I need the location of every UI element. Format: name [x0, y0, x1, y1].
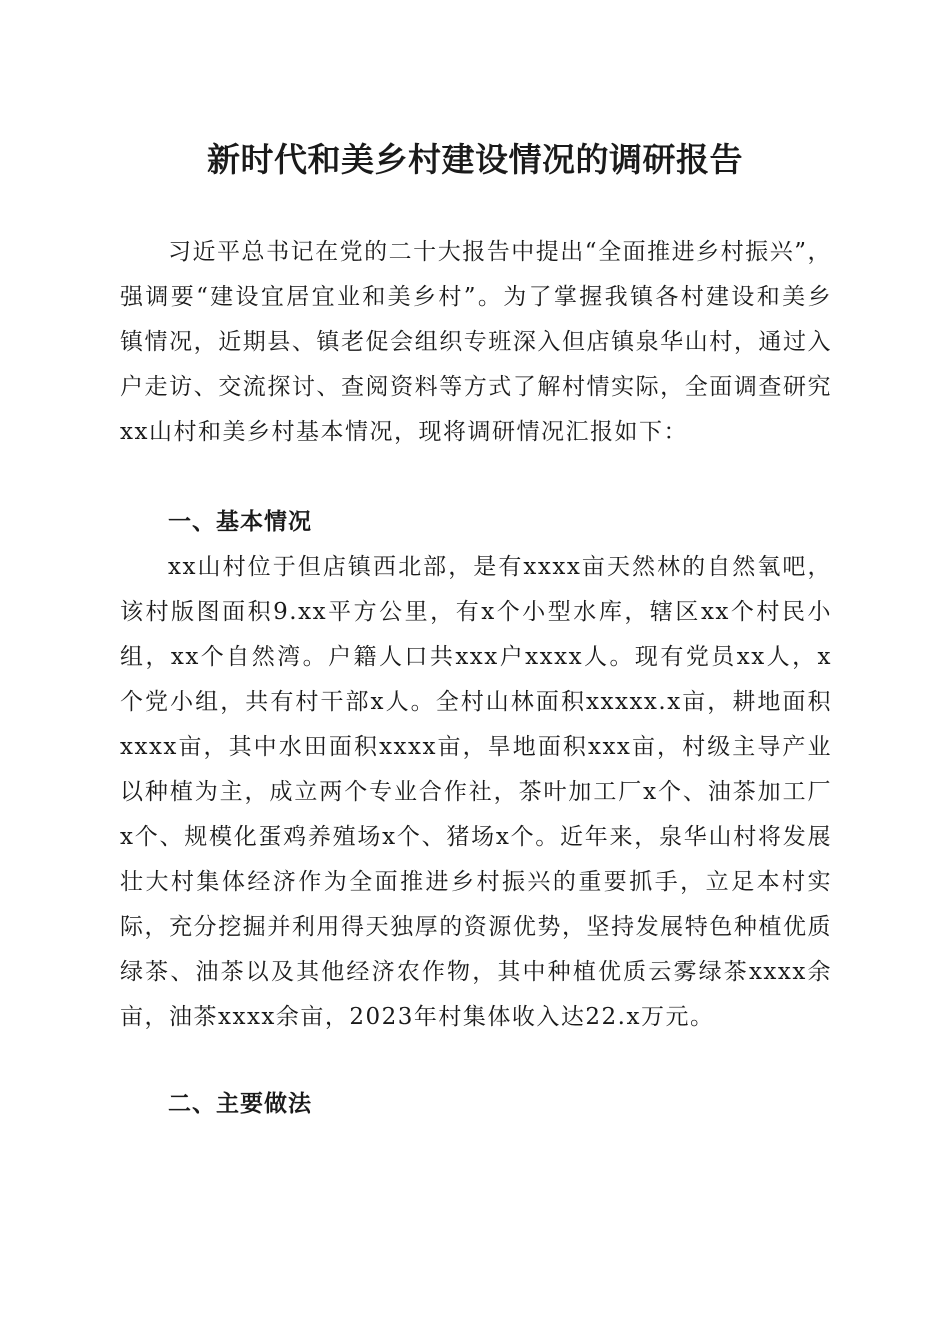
document-title: 新时代和美乡村建设情况的调研报告: [207, 140, 743, 179]
intro-paragraph: 习近平总书记在党的二十大报告中提出“全面推进乡村振兴”，强调要“建设宜居宜业和美乡村”。为了掌握我镇各村建设和美乡镇情况，近期县、镇老促会组织专班深入但店镇泉华山村，通过入户走访、交流探讨、查阅资料等方式了解村情实际，全面调查研究xx山村和美乡村基本情况，现将调研情况汇报如下：: [120, 239, 832, 445]
section-heading-basic-situation: 一、基本情况: [168, 509, 312, 535]
section-heading-main-practices: 二、主要做法: [168, 1091, 312, 1117]
basic-situation-paragraph: xx山村位于但店镇西北部，是有xxxx亩天然林的自然氧吧，该村版图面积9.xx平方公里，有x个小型水库，辖区xx个村民小组，xx个自然湾。户籍人口共xxx户xxxx人。现有党员xx人，x个党小组，共有村干部x人。全村山林面积xxxxx.x亩，耕地面积xxxx亩，其中水田面积xxxx亩，旱地面积xxx亩，村级主导产业以种植为主，成立两个专业合作社，茶叶加工厂x个、油茶加工厂x个、规模化蛋鸡养殖场x个、猪场x个。近年来，泉华山村将发展壮大村集体经济作为全面推进乡村振兴的重要抓手，立足本村实际，充分挖掘并利用得天独厚的资源优势，坚持发展特色种植优质绿茶、油茶以及其他经济农作物，其中种植优质云雾绿茶xxxx余亩，油茶xxxx余亩，2023年村集体收入达22.x万元。: [120, 554, 832, 1030]
